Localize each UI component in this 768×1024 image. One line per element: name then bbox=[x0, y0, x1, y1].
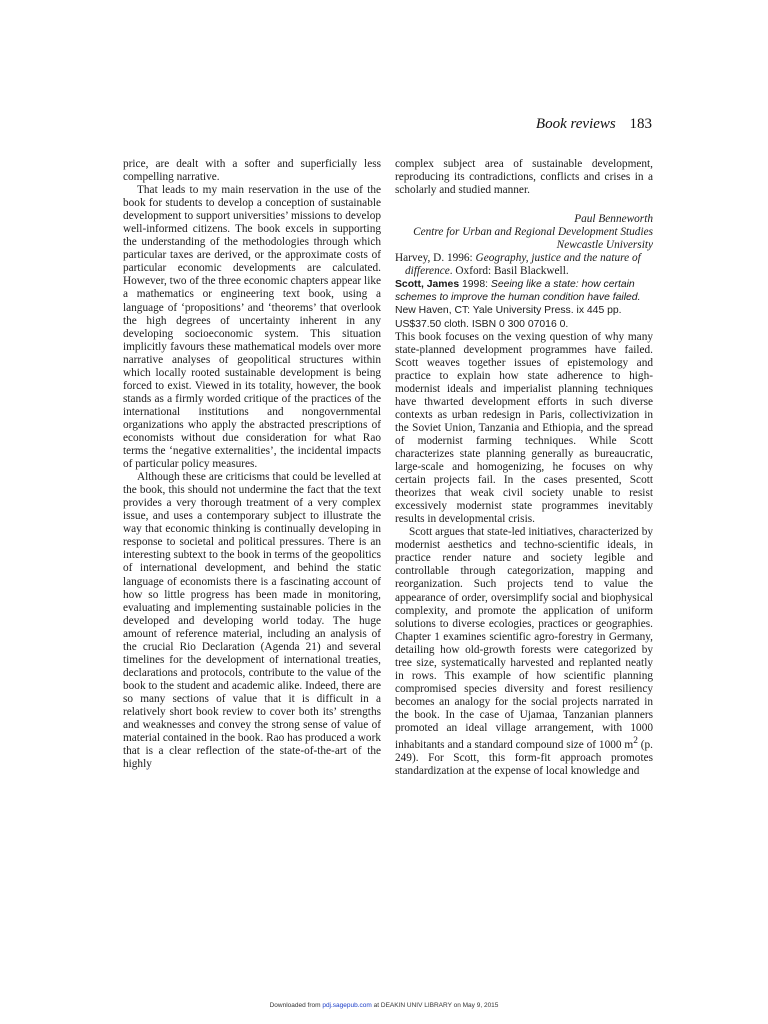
running-head bbox=[536, 114, 652, 134]
book-author: Scott, James bbox=[395, 279, 460, 291]
right-column bbox=[395, 158, 653, 778]
footer-prefix: Downloaded from bbox=[269, 1002, 323, 1009]
download-footer bbox=[0, 1002, 768, 1009]
book-citation bbox=[395, 278, 653, 330]
reviewer-affiliation: Centre for Urban and Regional Development Studies bbox=[413, 226, 653, 239]
paragraph-text: (p. 249). For Scott, this form-fit approach promotes standardization at the expense of local knowledge and bbox=[395, 738, 653, 777]
reference bbox=[395, 252, 653, 278]
book-year: 1998: bbox=[459, 279, 491, 291]
reviewer-name: Paul Benneworth bbox=[574, 213, 653, 226]
section-title: Book reviews bbox=[535, 116, 616, 132]
footer-suffix: at DEAKIN UNIV LIBRARY on May 9, 2015 bbox=[371, 1002, 499, 1009]
paragraph: That leads to my main reservation in the use of the book for students to develop a conception of sustainable development to support universities’ missions to develop well-informed citizens. The book excels in supporting the understanding of the methodologies through which particular taxes are derived, or the approximate costs of particular economic developments are calculated. However, two of the three economic chapters appear like a mathematics or engineering text book, using a language of ‘propositions’ and ‘theorems’ that overlook the high degrees of uncertainty inherent in any developing socioeconomic system. This situation implicitly favours these mathematical models over more narrative analyses of geopolitical structures within which locally rooted sustainable development is being forced to exist. Viewed in its totality, however, the book stands as a firmly worded critique of the practices of the international institutions and nongovernmental organizations who apply the abstracted prescriptions of economists without due consideration for what Rao terms the ‘negative externalities’, the incidental impacts of particular policy measures. bbox=[123, 184, 381, 471]
paragraph: price, are dealt with a softer and superficially less compelling narrative. bbox=[123, 158, 381, 184]
left-column bbox=[123, 158, 381, 771]
book-details: New Haven, CT: Yale University Press. ix 445 pp. US$37.50 cloth. ISBN 0 300 07016 0. bbox=[395, 305, 622, 330]
reference-title: Geography, justice and the nature of difference bbox=[405, 252, 641, 278]
paragraph bbox=[395, 526, 653, 778]
reference-publisher: . Oxford: Basil Blackwell. bbox=[449, 265, 569, 278]
page-number: 183 bbox=[629, 116, 652, 132]
book-title: Seeing like a state: how certain schemes to improve the human condition have failed. bbox=[395, 279, 641, 304]
reviewer-signature bbox=[395, 213, 653, 252]
paragraph: complex subject area of sustainable development, reproducing its contradictions, conflicts and crises in a scholarly and studied manner. bbox=[395, 158, 653, 197]
paragraph: This book focuses on the vexing question of why many state-planned development programmes have failed. Scott weaves together issues of epistemology and practice to explain how state adherence to high-modernist ideals and imperialist planning techniques have thwarted development efforts in such diverse contexts as urban redesign in Paris, collectivization in the Soviet Union, Tanzania and Ethiopia, and the spread of modernist farming techniques. While Scott characterizes state planning generally as bureaucratic, large-scale and homogenizing, he focuses on why certain projects fail. In the cases presented, Scott theorizes that weak civil society unable to resist excessively modernist state programmes inevitably results in developmental crisis. bbox=[395, 330, 653, 526]
paragraph: Although these are criticisms that could be levelled at the book, this should not undermine the fact that the text provides a very thorough treatment of a very complex issue, and uses a contemporary subject to illustrate the way that economic thinking is continually developing in response to societal and political pressures. There is an interesting subtext to the book in terms of the geopolitics of international development, and behind the static language of economists there is a fascinating account of how so little progress has been made in monitoring, evaluating and implementing sustainable policies in the developed and developing world today. The huge amount of reference material, including an analysis of the crucial Rio Declaration (Agenda 21) and several timelines for the development of international treaties, declarations and protocols, contribute to the value of the book to the student and academic alike. Indeed, there are so many sections of value that it is difficult in a relatively short book review to cover both its’ strengths and weaknesses and convey the strong sense of value of material contained in the book. Rao has produced a work that is a clear reflection of the state-of-the-art of the highly bbox=[123, 471, 381, 771]
reference-author: Harvey, D. 1996: bbox=[395, 252, 476, 265]
paragraph-text: Scott argues that state-led initiatives, characterized by modernist aesthetics and techno-scientific ideals, in practice render nature and society legible and controllable through categorization, mapping and reorganization. Such projects tend to value the appearance of order, oversimplify social and biophysical complexity, and promote the application of uniform solutions to diverse ecologies, practices or geographies. Chapter 1 examines scientific agro-forestry in Germany, detailing how old-growth forests were categorized by tree size, systematically harvested and replanted neatly in rows. This example of how scientific planning compromised species diversity and forest resiliency becomes an analogy for the social projects narrated in the book. In the case of Ujamaa, Tanzanian planners promoted an ideal village arrangement, with 1000 inhabitants and a standard compound size of 1000 m bbox=[395, 526, 653, 751]
reviewer-university: Newcastle University bbox=[556, 239, 653, 252]
footer-link[interactable]: pdj.sagepub.com bbox=[322, 1002, 372, 1009]
superscript: 2 bbox=[633, 736, 638, 747]
